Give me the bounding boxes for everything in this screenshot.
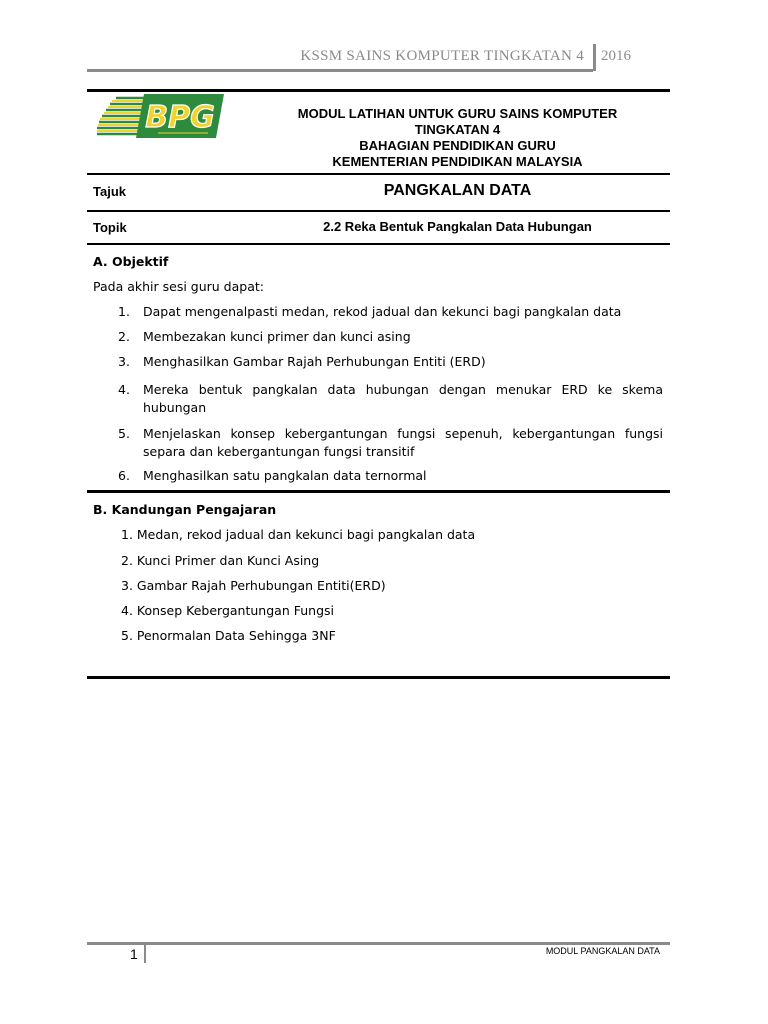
topik-label: Topik [93, 220, 127, 235]
topik-value: 2.2 Reka Bentuk Pangkalan Data Hubungan [323, 219, 592, 234]
objektif-item [118, 381, 663, 417]
objektif-item-text: Membezakan kunci primer dan kunci asing [143, 329, 411, 344]
header-divider [593, 44, 596, 71]
objektif-item-number: 6. [118, 468, 130, 483]
header-title: KSSM SAINS KOMPUTER TINGKATAN 4 [300, 48, 584, 64]
rule-above-topik [87, 210, 670, 212]
objektif-item-text: Mereka bentuk pangkalan data hubungan dengan menukar ERD ke skema hubungan [143, 382, 663, 415]
module-title [240, 106, 675, 170]
header-rule [87, 69, 593, 72]
module-title-line3: BAHAGIAN PENDIDIKAN GURU [359, 138, 556, 153]
kandungan-item: 3. Gambar Rajah Perhubungan Entiti(ERD) [121, 578, 386, 593]
footer-label: MODUL PANGKALAN DATA [545, 946, 660, 956]
objektif-item-number: 2. [118, 329, 130, 344]
footer-rule [87, 942, 670, 945]
bpg-logo [96, 90, 226, 144]
objektif-item [118, 353, 663, 371]
objektif-item-text: Menghasilkan satu pangkalan data ternormal [143, 468, 427, 483]
rule-above-objektif [87, 243, 670, 245]
footer-divider [144, 945, 146, 963]
objektif-item-number: 1. [118, 304, 130, 319]
kandungan-item: 5. Penormalan Data Sehingga 3NF [121, 628, 336, 643]
module-title-line1: MODUL LATIHAN UNTUK GURU SAINS KOMPUTER [297, 106, 618, 121]
objektif-item-number: 3. [118, 354, 130, 369]
rule-above-tajuk [87, 173, 670, 175]
header-year: 2016 [601, 48, 631, 64]
objektif-item [118, 467, 663, 485]
objektif-item-text: Dapat mengenalpasti medan, rekod jadual dan kekunci bagi pangkalan data [143, 304, 622, 319]
tajuk-value: PANGKALAN DATA [383, 182, 532, 199]
bpg-logo-graphic [96, 90, 226, 144]
module-title-line4: KEMENTERIAN PENDIDIKAN MALAYSIA [332, 154, 583, 169]
kandungan-item: 1. Medan, rekod jadual dan kekunci bagi pangkalan data [121, 527, 476, 542]
kandungan-title: B. Kandungan Pengajaran [93, 502, 277, 517]
kandungan-item: 4. Konsep Kebergantungan Fungsi [121, 603, 334, 618]
page-header [87, 42, 670, 72]
module-title-line2: TINGKATAN 4 [414, 122, 501, 137]
bpg-logo-text: BPG [145, 100, 215, 135]
page-number: 1 [130, 946, 138, 962]
objektif-item [118, 328, 663, 346]
tajuk-label: Tajuk [93, 184, 126, 199]
kandungan-item: 2. Kunci Primer dan Kunci Asing [121, 553, 320, 568]
objektif-item [118, 425, 663, 461]
objektif-item-text: Menghasilkan Gambar Rajah Perhubungan Entiti (ERD) [143, 354, 486, 369]
objektif-title: A. Objektif [93, 254, 169, 269]
objektif-item-text: Menjelaskan konsep kebergantungan fungsi sepenuh, kebergantungan fungsi separa dan kebergantungan fungsi transitif [143, 426, 663, 459]
objektif-item-number: 5. [118, 426, 130, 441]
objektif-item [118, 303, 663, 321]
bottom-rule [87, 676, 670, 679]
rule-above-kandungan [87, 490, 670, 493]
objektif-intro: Pada akhir sesi guru dapat: [93, 279, 264, 294]
objektif-item-number: 4. [118, 382, 130, 397]
